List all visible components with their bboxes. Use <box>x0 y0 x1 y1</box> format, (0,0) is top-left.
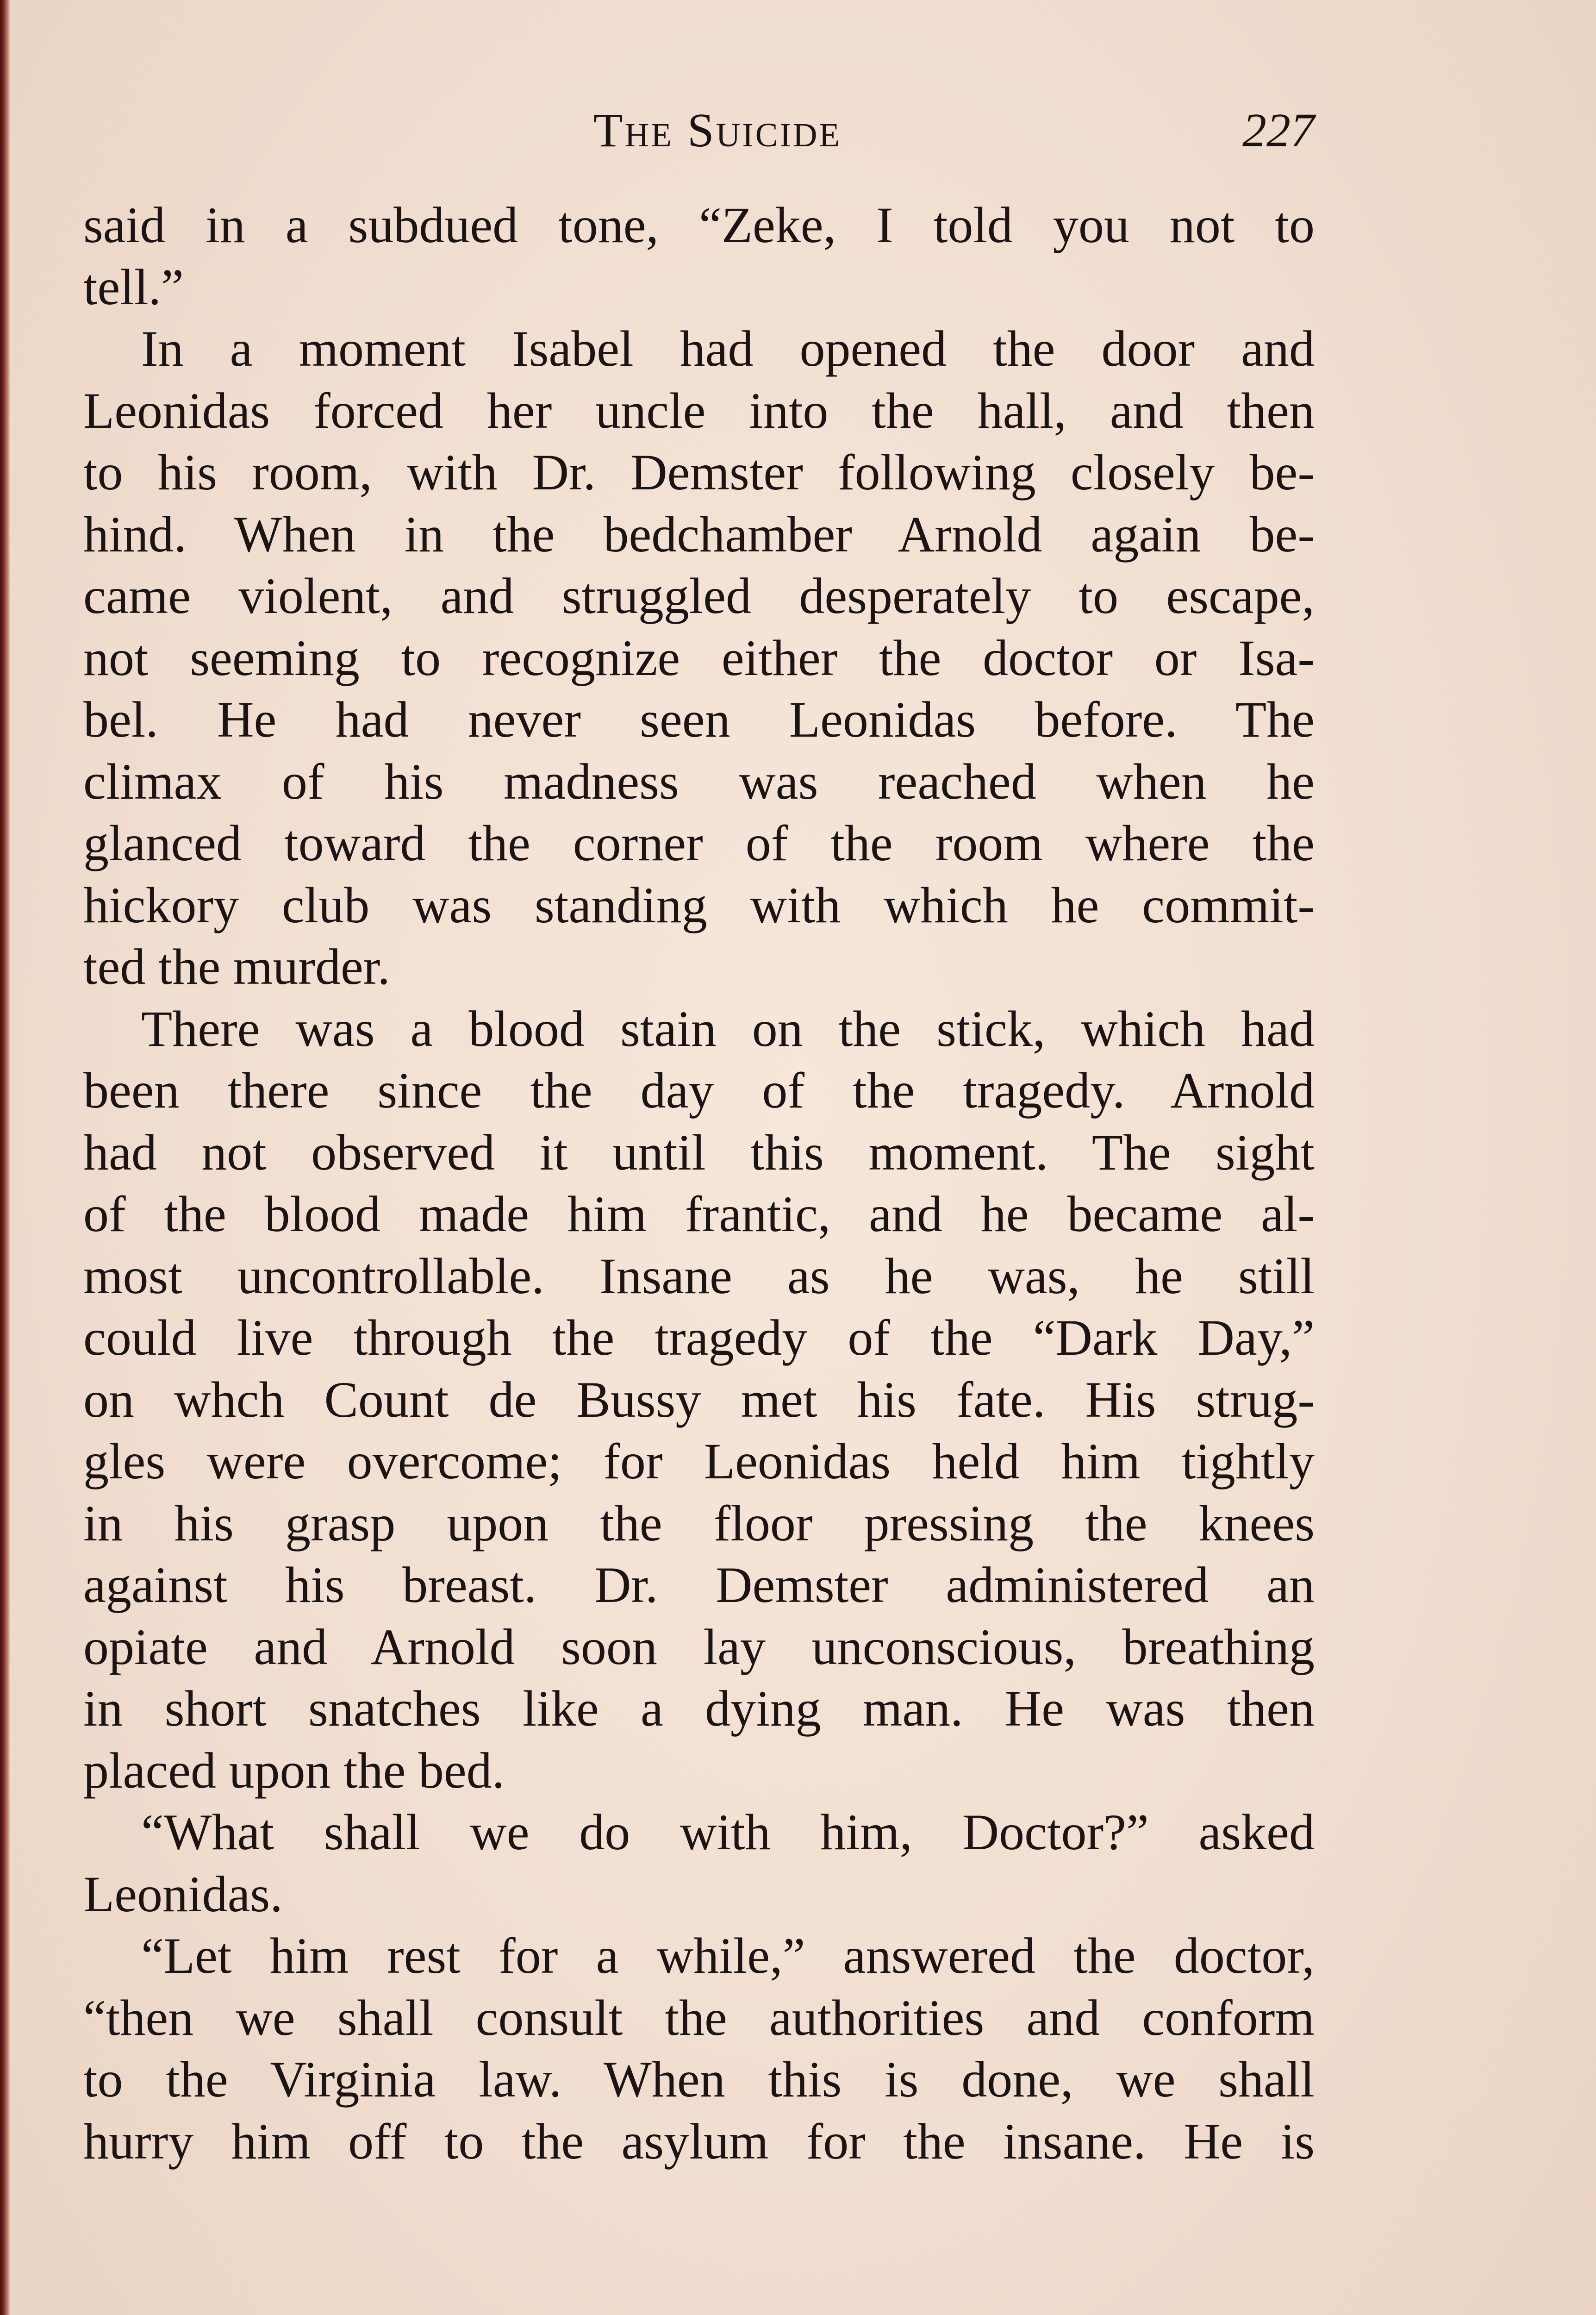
text-line: of the blood made him frantic, and he became al- <box>83 1186 1315 1242</box>
text-line: “Let him rest for a while,” answered the doctor, <box>141 1927 1315 1984</box>
page-header <box>83 103 1315 168</box>
text-line: ted the murder. <box>83 939 390 995</box>
text-line: in short snatches like a dying man. He was then <box>83 1680 1315 1737</box>
text-line: could live through the tragedy of the “Dark Day,” <box>83 1309 1315 1366</box>
text-line: There was a blood stain on the stick, which had <box>141 1000 1315 1057</box>
text-line: not seeming to recognize either the doctor or Isa- <box>83 629 1315 686</box>
text-line: in his grasp upon the floor pressing the knees <box>83 1495 1315 1552</box>
text-line: to his room, with Dr. Demster following closely be- <box>83 444 1315 501</box>
text-line: most uncontrollable. Insane as he was, he still <box>83 1247 1315 1304</box>
text-line: been there since the day of the tragedy. Arnold <box>83 1062 1315 1119</box>
text-line: In a moment Isabel had opened the door and <box>141 320 1315 377</box>
text-line: “What shall we do with him, Doctor?” asked <box>141 1804 1315 1860</box>
text-line: tell.” <box>83 258 184 315</box>
text-line: hind. When in the bedchamber Arnold again be- <box>83 506 1315 563</box>
text-line: placed upon the bed. <box>83 1742 505 1799</box>
text-line: to the Virginia law. When this is done, we shall <box>83 2051 1315 2108</box>
text-line: climax of his madness was reached when he <box>83 753 1315 810</box>
text-line: hurry him off to the asylum for the insane. He is <box>83 2113 1315 2170</box>
page-number: 227 <box>1242 104 1315 157</box>
text-line: “then we shall consult the authorities and conform <box>83 1989 1315 2046</box>
text-line: Leonidas. <box>83 1865 283 1922</box>
text-line: came violent, and struggled desperately to escape, <box>83 568 1315 624</box>
running-title: The Suicide <box>593 104 842 157</box>
text-line: opiate and Arnold soon lay unconscious, breathing <box>83 1618 1315 1675</box>
text-line: glanced toward the corner of the room where the <box>83 815 1315 871</box>
page-edge <box>0 0 10 2315</box>
text-line: Leonidas forced her uncle into the hall, and then <box>83 382 1315 439</box>
text-line: hickory club was standing with which he commit- <box>83 876 1315 933</box>
body-text <box>83 194 1315 2172</box>
text-line: bel. He had never seen Leonidas before. The <box>83 691 1315 748</box>
text-line: against his breast. Dr. Demster administered an <box>83 1557 1315 1613</box>
text-line: had not observed it until this moment. The sight <box>83 1124 1315 1181</box>
text-line: on whch Count de Bussy met his fate. His strug- <box>83 1371 1315 1428</box>
text-line: gles were overcome; for Leonidas held him tightly <box>83 1433 1315 1489</box>
text-line: said in a subdued tone, “Zeke, I told you not to <box>83 197 1315 253</box>
